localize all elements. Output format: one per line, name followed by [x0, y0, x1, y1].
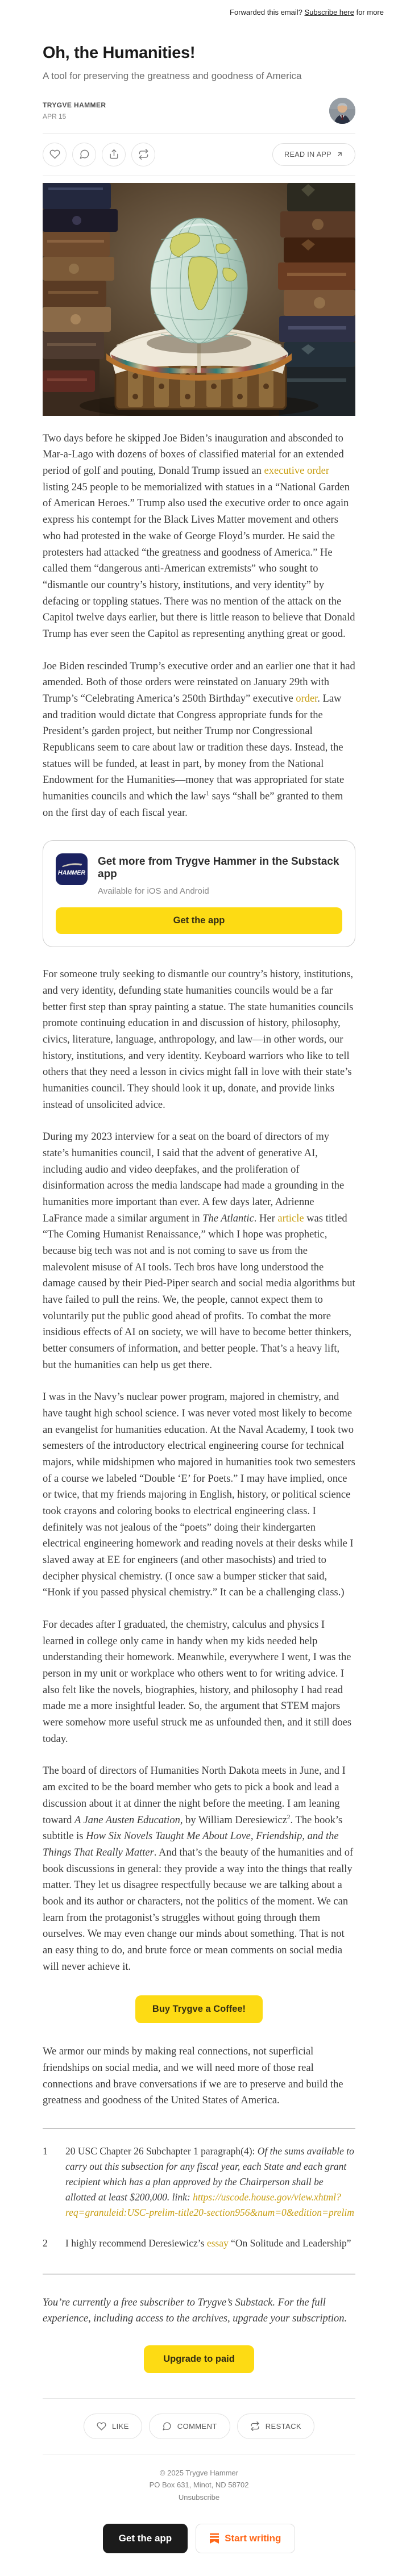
subscriber-note: You’re currently a free subscriber to Trygve’s Substack. For the full experience, including access to the archives, upgrade your subscription.: [43, 2296, 347, 2325]
restack-icon: [138, 149, 149, 160]
text-segment: During my 2023 interview for a seat on the board of directors of my state’s humanities council, I said that the advent of generative AI, including audio and video deepfakes, and the proliferation of disinformation across the media landscape had made a grounding in the humanities more important than ever. A few days later, Adrienne LaFrance made a similar argument in: [43, 1131, 345, 1224]
article-body: [43, 431, 355, 2109]
hero-image: [43, 183, 355, 416]
italic-text: How Six Novels Taught Me About Love, Friendship, and the Things That Really Matter: [43, 1831, 339, 1858]
paragraph: [43, 966, 355, 1113]
copyright-line: © 2025 Trygve Hammer: [159, 2469, 239, 2477]
forward-notice-suffix: for more: [356, 8, 384, 16]
substack-logo-icon: [210, 2533, 219, 2544]
text-segment: says “shall be” granted to them on the first day of each fiscal year.: [43, 790, 343, 819]
text-segment: . Her: [254, 1212, 278, 1224]
text-segment: We armor our minds by making real connections, not superficial friendships on social media, and we will need more of those real connections and brave conversations if we are to preserve and build the greatness and goodness of the United States of America.: [43, 2046, 343, 2107]
text-segment: , by William Deresiewicz: [180, 1814, 287, 1826]
italic-text: A Jane Austen Education: [74, 1814, 180, 1826]
share-icon: [109, 149, 119, 160]
paragraph: [43, 1617, 355, 1747]
substack-app-promo-card: [43, 840, 355, 947]
footnote-number[interactable]: 2: [43, 2237, 48, 2249]
start-writing-label: Start writing: [225, 2533, 281, 2544]
text-segment: Joe Biden rescinded Trump’s executive order and an earlier one that it had amended. Both of those orders were reinstated on January 29th with Trump’s “Celebrating America’s 250th Birthday” executive: [43, 660, 355, 705]
paragraph: [43, 1763, 355, 1975]
footer-get-app-button[interactable]: Get the app: [103, 2524, 188, 2553]
forward-notice: [0, 0, 398, 20]
footnotes-divider: [43, 2128, 355, 2129]
hammer-logo: [56, 853, 88, 885]
get-the-app-button[interactable]: Get the app: [56, 907, 342, 934]
paragraph: [43, 2044, 355, 2109]
footer-app-buttons: [0, 2508, 398, 2576]
paragraph: [43, 431, 355, 643]
byline: [43, 98, 355, 133]
promo-subtitle: Available for iOS and Android: [98, 886, 209, 897]
text-segment: . The book’s subtitle is: [43, 1814, 343, 1843]
heart-icon: [49, 149, 60, 160]
text-segment: . Law and tradition would dictate that Congress appropriate funds for the President’s garden project, but neither Trump nor Congressional Republicans seem to care about law or tradition these days. Instead, the statues will be funded, at least in part, by money from the National Endowment for the Humanities—money that was appropriated for state humanities councils and which the law: [43, 693, 345, 802]
restack-button[interactable]: [131, 143, 155, 166]
footnote-ref[interactable]: 2: [287, 1814, 291, 1821]
start-writing-button[interactable]: [196, 2524, 295, 2553]
footnotes: [43, 2144, 355, 2251]
footnote-ref[interactable]: 1: [206, 790, 209, 797]
footnote-item: [43, 2144, 355, 2221]
text-segment: I highly recommend Deresiewicz’s: [65, 2237, 207, 2249]
publication-app-icon: [56, 853, 88, 885]
arrow-up-right-icon: [336, 151, 343, 158]
italic-text: Of the sums available to carry out this subsection for any fiscal year, each State and each grant recipient which has a plan approved by the Chairperson shall be allotted at least $200,000. link:: [65, 2145, 354, 2203]
avatar-image: [329, 98, 355, 124]
page-subtitle: A tool for preserving the greatness and goodness of America: [43, 70, 302, 81]
inline-link[interactable]: article: [277, 1212, 304, 1224]
avatar[interactable]: [329, 98, 355, 124]
subscribe-here-link[interactable]: Subscribe here: [304, 8, 354, 16]
restack-icon: [250, 2421, 260, 2431]
text-segment: 20 USC Chapter 26 Subchapter 1 paragraph(4):: [65, 2145, 258, 2157]
text-segment: “On Solitude and Leadership”: [228, 2237, 351, 2249]
footer-legal: [0, 2454, 398, 2508]
comment-pill-button[interactable]: [149, 2414, 230, 2439]
svg-text:HAMMER: HAMMER: [57, 869, 86, 877]
read-in-app-button[interactable]: [272, 143, 355, 166]
author-name: TRYGVE HAMMER: [43, 101, 106, 109]
heart-icon: [97, 2421, 106, 2431]
paragraph: [43, 1389, 355, 1601]
text-segment: The board of directors of Humanities North Dakota meets in June, and I am excited to be the board member who gets to pick a book and lead a discussion about it at dinner the night before the meeting. I am leaning toward: [43, 1765, 346, 1826]
restack-pill-button[interactable]: [237, 2414, 314, 2439]
text-segment: I was in the Navy’s nuclear power program, majored in chemistry, and have taught high school science. I was never voted most likely to become an evangelist for humanities education. At the Naval Academy, I took two semesters of the introductory electrical engineering course for technical majors, while midshipmen who majored in humanities took two semesters of a course we labeled “Double ‘E’ for Poets.” I may have implied, once or twice, that my friends majoring in English, history, or political science took crayons and coloring books to electrical engineering class. I definitely was not jealous of the “poets” doing their kindergarten electrical engineering homework and reading novels at their desks while I slaved away at EE for engineers (and other masochists) and tried to decipher physical chemistry. (I once saw a bumper sticker that said, “Honk if you passed physical chemistry.” It can be a challenging class.): [43, 1391, 355, 1599]
like-pill-label: LIKE: [111, 2422, 129, 2431]
comment-pill-label: COMMENT: [177, 2422, 217, 2431]
text-segment: Two days before he skipped Joe Biden’s inauguration and absconded to Mar-a-Lago with dozens of boxes of classified material for an extended period of golf and pouting, Donald Trump issued an: [43, 432, 344, 477]
restack-pill-label: RESTACK: [265, 2422, 301, 2431]
footnote-text: [65, 2236, 351, 2251]
like-button[interactable]: [43, 143, 67, 166]
text-segment: For someone truly seeking to dismantle our country’s history, institutions, and very identity, defunding state humanities councils would be a far better first step than spray painting a statue. The state humanities councils promote continuing education in and discussion of history, philosophy, civics, literature, language, anthropology, and law—in other words, our history, institutions, and very identity. Keyboard warriors who like to tell others that they need a lesson in civics might fall in love with their state’s humanities council. They should look it up, donate, and provide links instead of unsolicited advice.: [43, 969, 354, 1111]
forward-notice-prefix: Forwarded this email?: [230, 8, 302, 16]
text-segment: listing 245 people to be memorialized with statues in a “National Garden of American Heroes.” Trump also used the executive order to once again express his contempt for the Black Lives Matter movement and others who had protested in the wake of George Floyd’s murder. He said the protesters had attacked “the greatness and goodness of America.” He called them “dangerous anti-American extremists” who sought to “dismantle our country’s history, institutions, and very identity” by defacing or toppling statues. There was no mention of the attack on the Capitol twelve days earlier, but there is little reason to believe that Donald Trump has ever seen the Capitol as representing anything great or good.: [43, 481, 355, 640]
read-in-app-label: READ IN APP: [284, 150, 331, 159]
footnote-item: [43, 2236, 355, 2251]
globe-on-books-illustration: [43, 183, 355, 416]
promo-title: Get more from Trygve Hammer in the Substack app: [98, 856, 339, 881]
page-title: Oh, the Humanities!: [43, 44, 196, 62]
inline-link[interactable]: executive order: [264, 465, 330, 477]
text-segment: was titled “The Coming Humanist Renaissance,” which I hope was prophetic, because big tech was not and is not coming to save us from the malevolent misuse of AI tools. Tech bros have long understood the damage caused by their Pied-Piper search and social media algorithms but have failed to pull the reins. We, the people, cannot expect them to voluntarily put the public good ahead of profits. To combat the more insidious effects of AI on society, we will have to become better thinkers, better consumers of information, and better people. That’s a heavy lift, but the humanities can help us get there.: [43, 1212, 355, 1371]
inline-link[interactable]: https://uscode.house.gov/view.xhtml?req=granuleid:USC-prelim-title20-section956&num=0&edition=prelim: [65, 2191, 354, 2219]
text-segment: . And that’s the beauty of the humanities and of book discussions in general: they provide a way into the things that really matter. They let us disagree respectfully because we are talking about a book and its author or characters, not the politics of the moment. We can learn from the protagonist’s struggles without going through them ourselves. We may even change our minds about something. That is not an easy thing to do, and brute force or mean comments on social media will never achieve it.: [43, 1846, 354, 1973]
footer-actions: [0, 2399, 398, 2454]
unsubscribe-link[interactable]: Unsubscribe: [178, 2492, 220, 2502]
upgrade-to-paid-button[interactable]: Upgrade to paid: [144, 2345, 254, 2373]
comment-icon: [79, 149, 90, 160]
text-segment: For decades after I graduated, the chemistry, calculus and physics I learned in college only came in handy when my kids needed help understanding their homework. Meanwhile, everywhere I went, I was the person in my unit or workplace who others went to for writing advice. I also felt like the novels, biographies, history, and philosophy I had read made me a more insightful leader. So, the argument that STEM majors were somehow more useful struck me as unfounded then, and it still does today.: [43, 1619, 352, 1745]
address-line: PO Box 631, Minot, ND 58702: [149, 2481, 249, 2490]
italic-text: The Atlantic: [202, 1212, 254, 1224]
action-bar: [43, 134, 355, 176]
paragraph: [43, 658, 355, 822]
inline-link[interactable]: essay: [206, 2237, 229, 2249]
publish-date: APR 15: [43, 112, 67, 120]
footnote-number[interactable]: 1: [43, 2145, 48, 2157]
buy-coffee-button[interactable]: Buy Trygve a Coffee!: [135, 1995, 263, 2023]
share-button[interactable]: [102, 143, 126, 166]
inline-link[interactable]: order: [296, 693, 318, 705]
comment-icon: [162, 2421, 172, 2431]
comment-button[interactable]: [72, 143, 96, 166]
paragraph: [43, 1129, 355, 1373]
footnote-text: [65, 2144, 355, 2221]
like-pill-button[interactable]: [84, 2414, 142, 2439]
